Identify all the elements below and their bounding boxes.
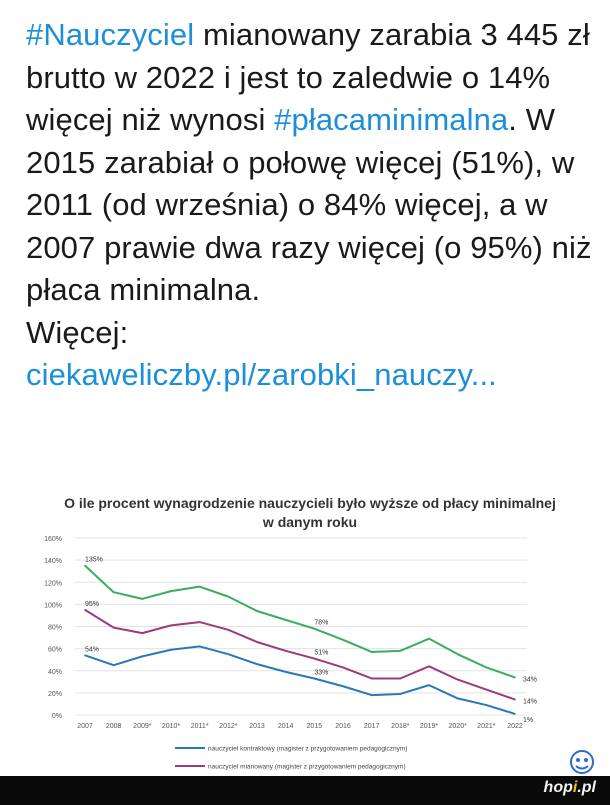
x-tick-label: 2012* (219, 723, 238, 730)
data-label: 95% (85, 600, 100, 608)
y-tick-label: 100% (44, 602, 62, 610)
data-point (314, 678, 316, 680)
hashtag-nauczyciel[interactable]: #Nauczyciel (26, 17, 195, 52)
data-label: 33% (314, 669, 329, 677)
y-tick-label: 160% (44, 536, 62, 543)
data-point (428, 684, 430, 686)
article-link[interactable]: ciekaweliczby.pl/zarobki_nauczy... (26, 357, 497, 392)
data-point (228, 596, 230, 598)
brand-tail: .pl (577, 779, 596, 796)
brand-accent: i (572, 779, 578, 796)
x-tick-label: 2007 (77, 723, 93, 730)
data-point (514, 677, 516, 679)
data-point (428, 666, 430, 668)
x-tick-label: 2010* (161, 723, 181, 730)
series-line (85, 646, 515, 713)
x-tick-label: 2020* (448, 723, 467, 730)
x-tick-label: 2013 (249, 723, 265, 730)
y-tick-label: 0% (51, 713, 62, 720)
data-point (400, 693, 402, 695)
y-tick-label: 140% (44, 558, 62, 566)
y-tick-label: 20% (47, 690, 62, 698)
data-point (113, 627, 115, 629)
data-point (428, 638, 430, 640)
tweet-text-part-1: mianowany zarabia 3 445 zł brutto w 2022 i jest to zaledwie o 14% więcej niż wynosi (26, 17, 590, 137)
data-point (285, 650, 287, 652)
data-point (170, 625, 172, 627)
x-tick-label: 2017 (363, 723, 380, 730)
data-point (256, 610, 258, 612)
x-tick-label: 2021* (477, 723, 496, 730)
data-point (486, 689, 488, 691)
data-point (170, 649, 172, 651)
data-point (84, 609, 86, 611)
data-point (342, 667, 344, 669)
x-tick-label: 2018* (391, 723, 410, 730)
x-tick-label: 2022 (507, 723, 523, 730)
data-label: 51% (314, 649, 329, 657)
data-label: 1% (523, 716, 534, 724)
data-label: 14% (523, 698, 538, 706)
data-point (342, 639, 344, 641)
data-point (342, 685, 344, 687)
line-chart (0, 478, 610, 778)
x-tick-label: 2019* (419, 723, 439, 730)
data-point (228, 653, 230, 655)
y-tick-label: 40% (47, 668, 62, 676)
data-point (285, 671, 287, 673)
data-point (113, 591, 115, 593)
data-point (457, 698, 459, 700)
data-label: 78% (314, 619, 329, 627)
data-point (84, 654, 86, 656)
chart-title: O ile procent wynagrodzenie nauczycieli było wyższe od płacy minimalnej w danym roku (64, 495, 556, 530)
y-tick-label: 80% (47, 624, 62, 632)
data-point (285, 619, 287, 621)
chart-image (0, 478, 610, 778)
y-tick-label: 120% (44, 580, 62, 588)
data-point (256, 641, 258, 643)
data-point (400, 678, 402, 680)
x-tick-label: 2009* (133, 723, 152, 730)
watermark-bar (0, 776, 610, 805)
data-point (142, 598, 144, 600)
data-point (113, 664, 115, 666)
hashtag-placaminimalna[interactable]: #płacaminimalna (274, 102, 509, 137)
data-point (371, 651, 373, 653)
data-point (199, 621, 201, 623)
data-point (371, 678, 373, 680)
data-point (314, 658, 316, 660)
data-label: 54% (85, 646, 100, 654)
data-point (170, 590, 172, 592)
data-label: 34% (523, 676, 538, 684)
more-label: Więcej: (26, 314, 129, 350)
data-point (514, 713, 516, 715)
data-point (228, 629, 230, 631)
x-tick-label: 2008 (105, 723, 122, 730)
data-point (371, 694, 373, 696)
data-label: 135% (85, 556, 103, 564)
data-point (314, 628, 316, 630)
data-point (486, 704, 488, 706)
mascot-icon (560, 742, 604, 782)
legend-entry: nauczyciel mianowany (magister z przygotowaniem pedagogicznym) (208, 763, 406, 771)
brand-logo (544, 779, 596, 797)
x-tick-label: 2016 (335, 723, 351, 730)
data-point (486, 667, 488, 669)
data-point (457, 679, 459, 681)
tweet-text-part-2: . W 2015 zarabiał o połowę więcej (51%), w 2011 (od września) o 84% więcej, a w 2007 prawie dwa razy więcej (o 95%) niż płaca minimalna. (26, 102, 592, 307)
x-tick-label: 2011* (190, 723, 209, 730)
y-tick-label: 60% (47, 646, 62, 654)
data-point (84, 565, 86, 567)
data-point (199, 646, 201, 648)
data-point (142, 632, 144, 634)
brand-main: hop (543, 779, 573, 796)
x-tick-label: 2015 (306, 723, 323, 730)
data-point (199, 586, 201, 588)
legend-entry: nauczyciel kontraktowy (magister z przygotowaniem pedagogicznym) (208, 745, 408, 753)
data-point (256, 663, 258, 665)
data-point (142, 656, 144, 658)
x-tick-label: 2014 (277, 723, 294, 730)
data-point (514, 699, 516, 701)
tweet-text (26, 14, 596, 397)
data-point (400, 650, 402, 652)
data-point (457, 653, 459, 655)
